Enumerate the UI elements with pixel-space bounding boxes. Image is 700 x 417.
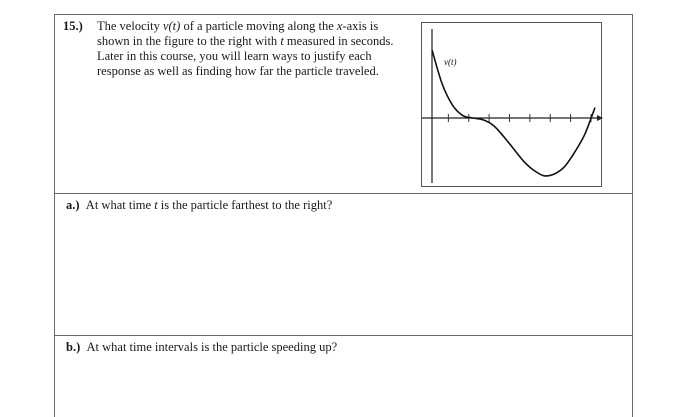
question-body: [97, 19, 409, 79]
question-middle: of a particle moving along the: [180, 19, 337, 33]
velocity-graph: [421, 22, 602, 187]
part-b-question: [66, 340, 337, 355]
x-axis-arrow: [597, 115, 603, 121]
part-a-text-before: At what time: [85, 198, 155, 212]
part-a-label: a.): [66, 198, 80, 212]
part-a-question: [66, 198, 332, 213]
question-rest-1: -axis is shown in the figure to the right with: [97, 19, 379, 48]
part-b-label: b.): [66, 340, 81, 354]
velocity-curve: [432, 50, 595, 176]
graph-label-v-of-t: v(t): [444, 57, 457, 67]
worksheet-table: [54, 14, 633, 417]
question-prefix: The velocity: [97, 19, 163, 33]
question-rest-2: measured in seconds. Later in this course, you will learn ways to justify each response as well as finding how far the particle traveled.: [97, 34, 394, 78]
question-row: [55, 15, 632, 194]
velocity-symbol: v(t): [162, 19, 181, 33]
part-a-text-after: is the particle farthest to the right?: [157, 198, 333, 212]
part-b-text: [83, 340, 337, 354]
part-a-t-symbol: t: [154, 198, 158, 212]
part-b-row: [55, 336, 632, 417]
velocity-graph-svg: [422, 23, 603, 188]
part-b-text-body: At what time intervals is the particle speeding up?: [86, 340, 338, 354]
part-a-text: [83, 198, 333, 212]
t-symbol: t: [280, 34, 284, 48]
part-a-row: [55, 194, 632, 336]
question-number: 15.): [63, 19, 83, 33]
x-symbol: x: [336, 19, 343, 33]
